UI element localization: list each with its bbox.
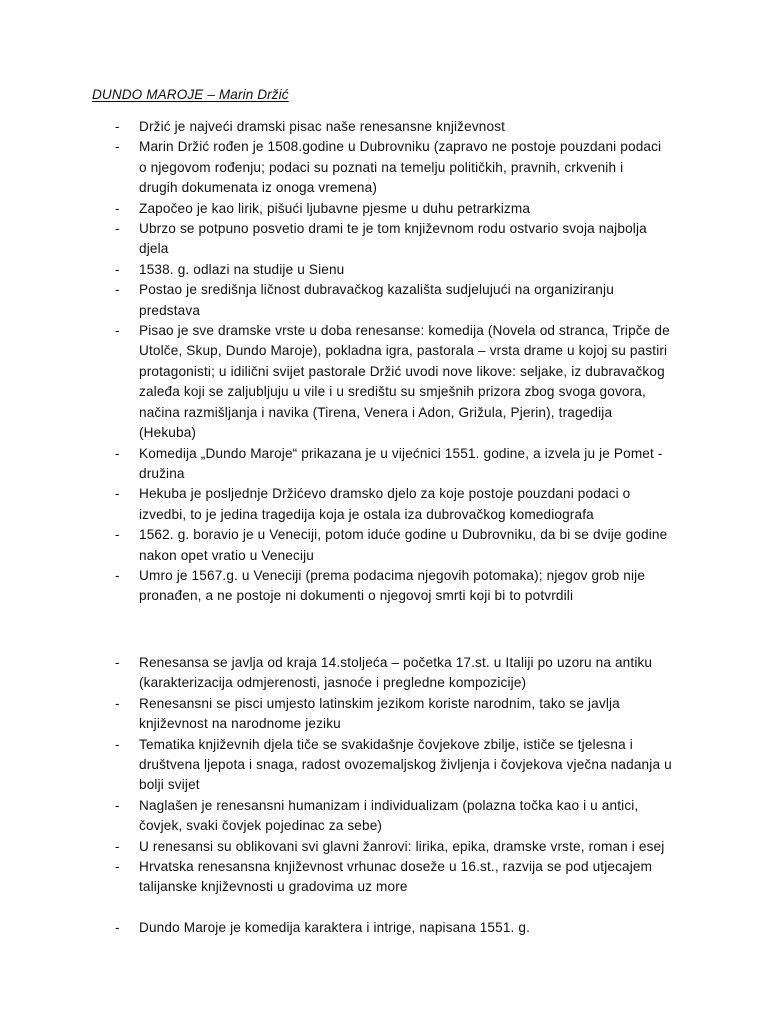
list-item-text: Držić je najveći dramski pisac naše renesansne književnost [139,119,506,134]
list-item [0,117,679,137]
bullet-dash: - [115,527,120,543]
list-item-text: 1538. g. odlazi na studije u Sienu [139,261,345,277]
list-item-text: Započeo je kao lirik, pišući ljubavne pjesme u duhu petrarkizma [139,200,531,216]
list-item [0,444,679,485]
bullet-dash: - [115,119,120,134]
bullet-dash: - [115,797,120,813]
list-item [0,735,679,796]
list-item-text: Hrvatska renesansna književnost vrhunac doseže u 16.st., razvija se pod utjecajem talijanske književnosti u gradovima uz more [139,859,653,895]
list-item [0,566,679,607]
renaissance-list [0,653,679,898]
list-item [0,525,679,566]
bullet-dash: - [115,282,120,298]
list-item [0,653,679,694]
list-item [0,280,679,321]
list-item [0,694,679,735]
bullet-dash: - [115,736,120,752]
list-item-text: Marin Držić rođen je 1508.godine u Dubrovniku (zapravo ne postoje pouzdani podaci o njegovom rođenju; podaci su poznati na temelju političkih, pravnih, crkvenih i drugih dokumenata iz onoga vremena) [139,139,662,196]
bullet-dash: - [115,859,120,875]
list-item [0,199,679,219]
list-item [0,796,679,837]
list-item [0,837,679,857]
list-item [0,137,679,198]
bullet-dash: - [115,655,120,670]
bullet-dash: - [115,567,120,583]
list-item-text: Renesansni se pisci umjesto latinskim jezikom koriste narodnim, tako se javlja književnost na narodnome jeziku [139,695,620,732]
bullet-dash: - [115,323,120,339]
list-item-text: Hekuba je posljednje Držićevo dramsko djelo za koje postoje pouzdani podaci o izvedbi, to je jedina tragedija koja je ostala iza dubrovačkog komediografa [139,486,631,522]
list-item [0,918,679,938]
document-title: DUNDO MAROJE – Marin Držić [92,87,289,102]
list-item-text: Umro je 1567.g. u Veneciji (prema podacima njegovih potomaka); njegov grob nije pronađen, a ne postoje ni dokumenti o njegovoj smrti koji bi to potvrdili [139,567,646,604]
list-item-text: Pisao je sve dramske vrste u doba renesanse: komedija (Novela od stranca, Tripče de Utolče, Skup, Dundo Maroje), pokladna igra, pastorala – vrsta drame u kojoj su pastiri protagonisti; u idilični svijet pastorale Držić uvodi nove likove: seljake, iz dubravačkog zaleđa koji se zaljubljuju u vile i u središtu su smješnih prizora zbog svoga govora, načina razmišljanja i navika (Tirena, Venera i Adon, Grižula, Pjerin), tragedija (Hekuba) [139,323,670,441]
play-summary-list [0,918,679,938]
list-item-text: Dundo Maroje je komedija karaktera i intrige, napisana 1551. g. [139,920,531,935]
bullet-dash: - [115,838,120,854]
bullet-dash: - [115,920,120,935]
list-item-text: Naglašen je renesansni humanizam i individualizam (polazna točka kao i u antici, čovjek, svaki čovjek pojedinac za sebe) [139,797,639,834]
bullet-dash: - [115,221,120,237]
list-item-text: Postao je središnja ličnost dubravačkog kazališta sudjelujući na organiziranju predstava [139,282,614,318]
bullet-dash: - [115,261,120,277]
bullet-dash: - [115,445,120,461]
list-item-text: Renesansa se javlja od kraja 14.stoljeća – početka 17.st. u Italiji po uzoru na antiku (karakterizacija odmjerenosti, jasnoće i pregledne kompozicije) [139,655,653,691]
list-item [0,260,679,280]
list-item [0,219,679,260]
list-item [0,484,679,525]
bullet-dash: - [115,200,120,216]
bullet-dash: - [115,139,120,155]
list-item-text: U renesansi su oblikovani svi glavni žanrovi: lirika, epika, dramske vrste, roman i esej [139,838,665,854]
list-item-text: Tematika književnih djela tiče se svakidašnje čovjekove zbilje, ističe se tjelesna i društvena ljepota i snaga, radost ovozemaljskog življenja i čovjekova vječna nadanja u bolji svijet [139,736,672,793]
list-item [0,857,679,898]
list-item-text: Komedija „Dundo Maroje“ prikazana je u vijećnici 1551. godine, a izvela ju je Pomet - družina [139,445,663,481]
list-item [0,321,679,443]
biography-list [0,117,679,607]
bullet-dash: - [115,695,120,711]
bullet-dash: - [115,486,120,502]
list-item-text: Ubrzo se potpuno posvetio drami te je tom književnom rodu ostvario svoja najbolja djela [139,221,647,257]
list-item-text: 1562. g. boravio je u Veneciji, potom iduće godine u Dubrovniku, da bi se dvije godine nakon opet vratio u Veneciju [139,527,668,563]
